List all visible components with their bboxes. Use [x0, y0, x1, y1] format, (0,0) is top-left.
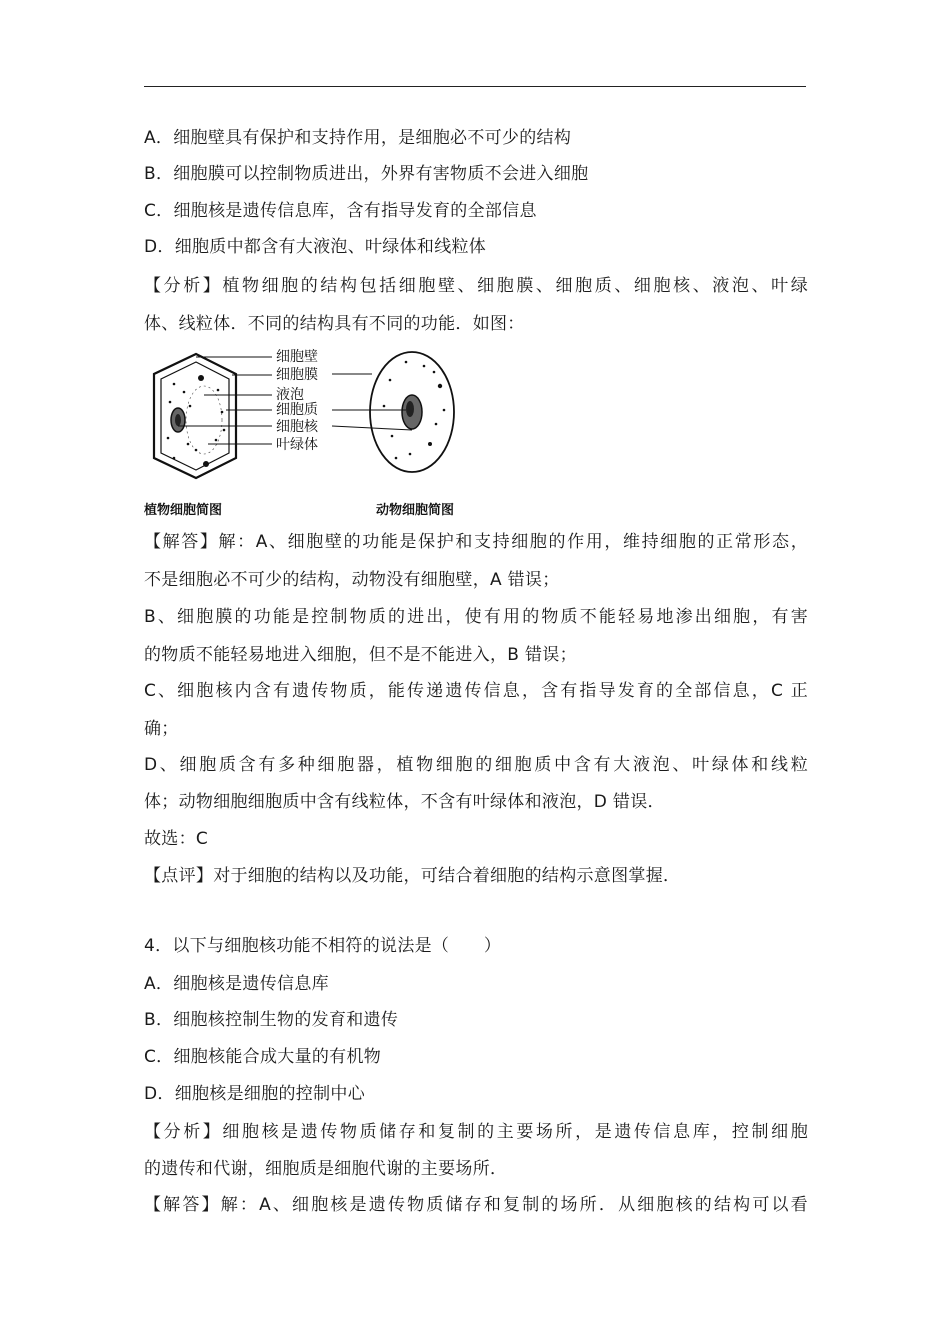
label-nucleus: 细胞核 [276, 419, 318, 435]
q3-answer-line-5: C、细胞核内含有遗传物质，能传递遗传信息，含有指导发育的全部信息，C 正 [144, 681, 808, 701]
q4-answer-line-1: 【解答】解：A、细胞核是遗传物质储存和复制的场所．从细胞核的结构可以看 [144, 1195, 808, 1215]
label-cell-membrane: 细胞膜 [276, 367, 318, 383]
q3-analysis-line-2: 体、线粒体．不同的结构具有不同的功能．如图： [144, 314, 525, 334]
q3-option-d: D．细胞质中都含有大液泡、叶绿体和线粒体 [144, 237, 487, 257]
q3-answer-line-8: 体；动物细胞细胞质中含有线粒体，不含有叶绿体和液泡，D 错误． [144, 792, 665, 812]
q3-answer-line-3: B、细胞膜的功能是控制物质的进出，使有用的物质不能轻易地渗出细胞，有害 [144, 607, 808, 627]
q3-option-c: C．细胞核是遗传信息库，含有指导发育的全部信息 [144, 201, 537, 221]
q3-answer-line-1: 【解答】解：A、细胞壁的功能是保护和支持细胞的作用，维持细胞的正常形态， [144, 532, 808, 552]
animal-cell-caption: 动物细胞简图 [376, 503, 455, 518]
header-rule [144, 86, 806, 87]
q4-option-b: B．细胞核控制生物的发育和遗传 [144, 1010, 399, 1030]
q4-option-a: A．细胞核是遗传信息库 [144, 974, 329, 994]
q3-comment: 【点评】对于细胞的结构以及功能，可结合着细胞的结构示意图掌握． [144, 866, 681, 886]
q4-option-c: C．细胞核能合成大量的有机物 [144, 1047, 382, 1067]
q4-option-d: D．细胞核是细胞的控制中心 [144, 1084, 365, 1104]
q3-choice: 故选：C [144, 829, 209, 849]
q3-answer-line-4: 的物质不能轻易地进入细胞，但不是不能进入，B 错误； [144, 645, 577, 665]
cell-diagram [144, 340, 484, 520]
q4-analysis-line-2: 的遗传和代谢，细胞质是细胞代谢的主要场所． [144, 1159, 508, 1179]
label-cytoplasm: 细胞质 [276, 402, 318, 418]
plant-cell [154, 354, 236, 478]
plant-cell-caption: 植物细胞简图 [144, 503, 223, 518]
q3-answer-line-7: D、细胞质含有多种细胞器，植物细胞的细胞质中含有大液泡、叶绿体和线粒 [144, 755, 808, 775]
q4-stem: 4．以下与细胞核功能不相符的说法是（ ） [144, 936, 502, 956]
label-chloroplast: 叶绿体 [276, 437, 318, 453]
q4-analysis-line-1: 【分析】细胞核是遗传物质储存和复制的主要场所，是遗传信息库，控制细胞 [144, 1122, 808, 1142]
label-vacuole: 液泡 [276, 387, 304, 403]
q3-option-a: A．细胞壁具有保护和支持作用，是细胞必不可少的结构 [144, 128, 572, 148]
q3-answer-line-6: 确； [144, 719, 179, 739]
label-cell-wall: 细胞壁 [276, 349, 318, 365]
q3-answer-line-2: 不是细胞必不可少的结构，动物没有细胞壁，A 错误； [144, 570, 560, 590]
q3-analysis-line-1: 【分析】植物细胞的结构包括细胞壁、细胞膜、细胞质、细胞核、液泡、叶绿 [144, 276, 808, 296]
q3-option-b: B．细胞膜可以控制物质进出，外界有害物质不会进入细胞 [144, 164, 589, 184]
animal-cell [370, 352, 454, 472]
